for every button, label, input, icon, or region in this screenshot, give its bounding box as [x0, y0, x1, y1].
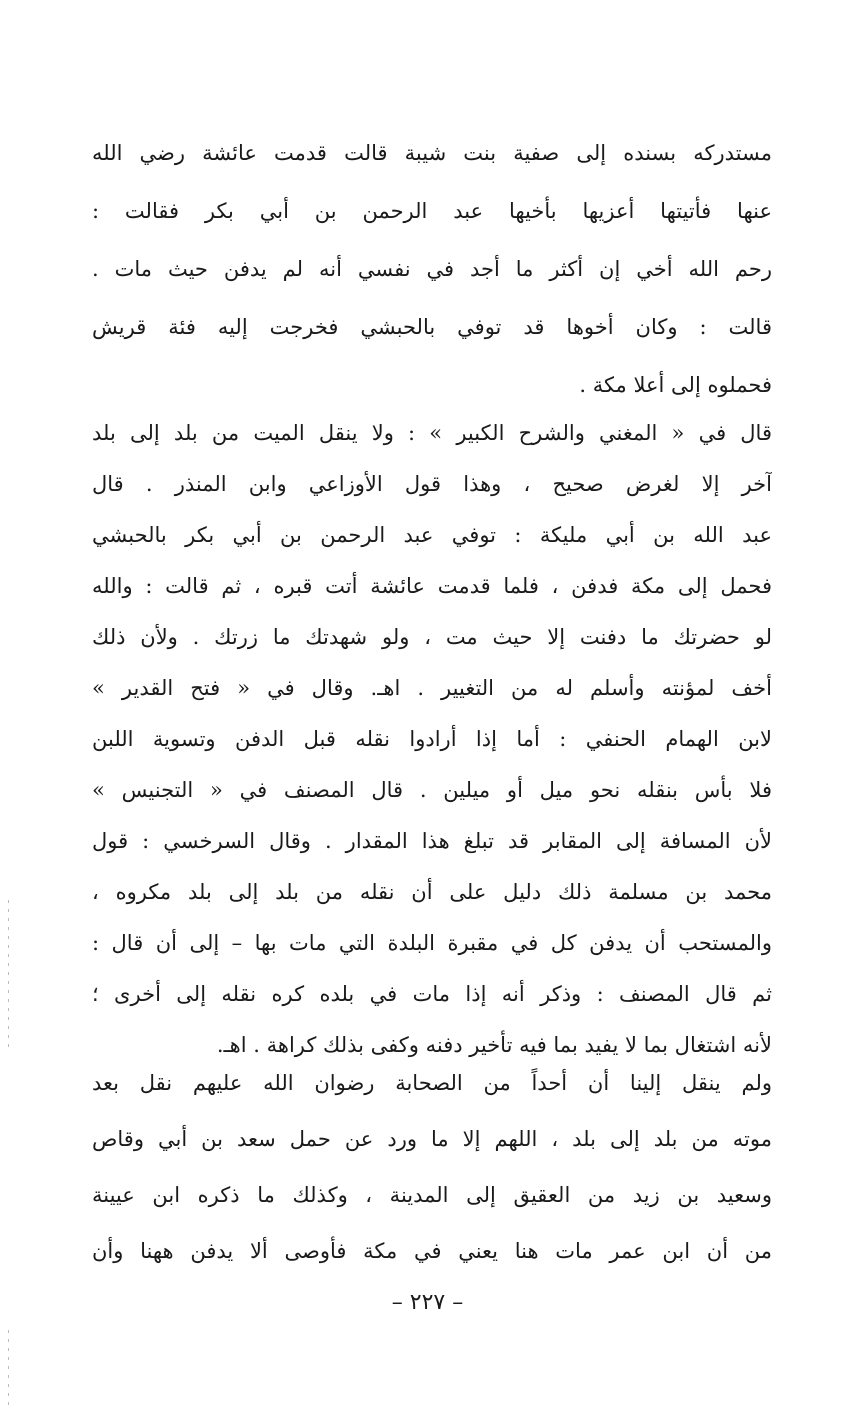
text-line: وسعيد بن زيد من العقيق إلى المدينة ، وكذلك ما ذكره ابن عيينة	[92, 1183, 772, 1207]
text-line: ثم قال المصنف : وذكر أنه إذا مات في بلده كره نقله إلى أخرى ؛	[92, 982, 772, 1006]
text-line: قال في « المغني والشرح الكبير » : ولا ينقل الميت من بلد إلى بلد	[92, 421, 772, 445]
text-line: محمد بن مسلمة ذلك دليل على أن نقله من بلد إلى بلد مكروه ،	[92, 880, 772, 904]
text-line: فلا بأس بنقله نحو ميل أو ميلين . قال المصنف في « التجنيس »	[92, 778, 772, 802]
page-number: – ٢٢٧ –	[391, 1290, 464, 1315]
text-line: عبد الله بن أبي مليكة : توفي عبد الرحمن بن أبي بكر بالحبشي	[92, 523, 772, 547]
text-line: من أن ابن عمر مات هنا يعني في مكة فأوصى ألا يدفن ههنا وأن	[92, 1239, 772, 1263]
text-line: لو حضرتك ما دفنت إلا حيث مت ، ولو شهدتك ما زرتك . ولأن ذلك	[92, 625, 772, 649]
text-line: ولم ينقل إلينا أن أحداً من الصحابة رضوان الله عليهم نقل بعد	[92, 1071, 772, 1095]
text-line: والمستحب أن يدفن كل في مقبرة البلدة التي مات بها – إلى أن قال :	[92, 931, 772, 955]
text-line: فحمل إلى مكة فدفن ، فلما قدمت عائشة أتت قبره ، ثم قالت : والله	[92, 574, 772, 598]
scan-edge-mark	[8, 900, 9, 1050]
text-line: أخف لمؤنته وأسلم له من التغيير . اهـ. وقال في « فتح القدير »	[92, 676, 772, 700]
text-line: لأن المسافة إلى المقابر قد تبلغ هذا المقدار . وقال السرخسي : قول	[92, 829, 772, 853]
text-line: موته من بلد إلى بلد ، اللهم إلا ما ورد عن حمل سعد بن أبي وقاص	[92, 1127, 772, 1151]
text-line: فحملوه إلى أعلا مكة .	[579, 373, 772, 397]
scan-edge-mark	[8, 1330, 9, 1410]
text-line: رحم الله أخي إن أكثر ما أجد في نفسي أنه لم يدفن حيث مات .	[92, 257, 772, 281]
text-line: لابن الهمام الحنفي : أما إذا أرادوا نقله قبل الدفن وتسوية اللبن	[92, 727, 772, 751]
text-line: عنها فأتيتها أعزيها بأخيها عبد الرحمن بن أبي بكر فقالت :	[92, 199, 772, 223]
text-line: مستدركه بسنده إلى صفية بنت شيبة قالت قدمت عائشة رضي الله	[92, 141, 772, 165]
text-line: لأنه اشتغال بما لا يفيد بما فيه تأخير دفنه وكفى بذلك كراهة . اهـ.	[216, 1033, 772, 1057]
text-line: آخر إلا لغرض صحيح ، وهذا قول الأوزاعي وابن المنذر . قال	[92, 472, 772, 496]
text-line: قالت : وكان أخوها قد توفي بالحبشي فخرجت إليه فئة قريش	[92, 315, 772, 339]
